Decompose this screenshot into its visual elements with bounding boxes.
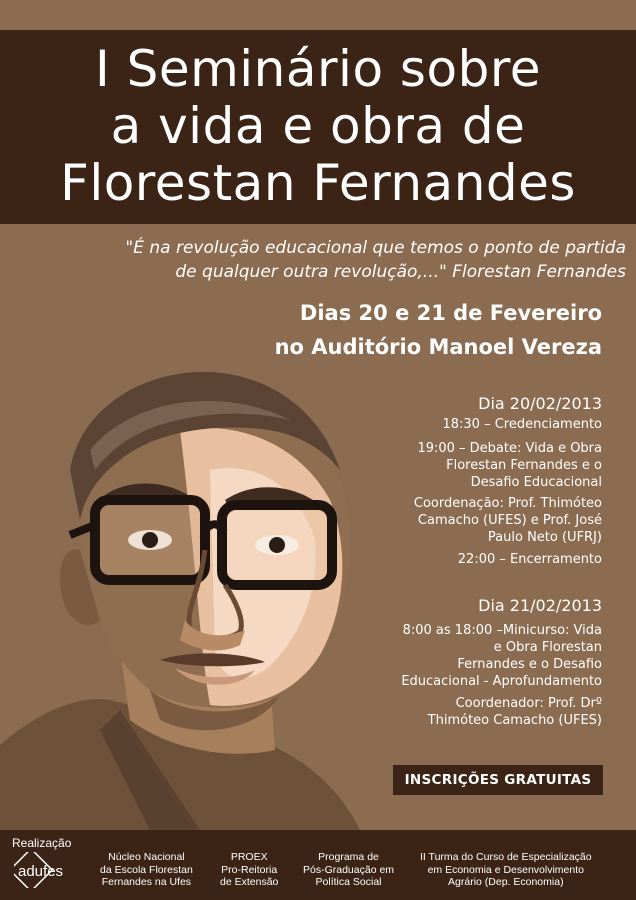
day1-item: Desafio Educacional bbox=[470, 475, 602, 490]
top-strip bbox=[0, 0, 636, 30]
title-line-3: Florestan Fernandes bbox=[60, 154, 576, 212]
event-dates: Dias 20 e 21 de Fevereiro bbox=[299, 301, 602, 325]
title-line-2: a vida e obra de bbox=[110, 97, 526, 155]
day1-item: Camacho (UFES) e Prof. José bbox=[417, 513, 602, 528]
day1-item: 18:30 – Credenciamento bbox=[442, 417, 602, 432]
org-especializacao: II Turma do Curso de Especialização em Economia e Desenvolvimento Agrário (Dep. Economia) bbox=[420, 851, 592, 888]
day1-date: Dia 20/02/2013 bbox=[478, 394, 602, 413]
day2-item: Thimóteo Camacho (UFES) bbox=[427, 713, 602, 728]
org-pos-graduacao: Programa de Pós-Graduação em Política Social bbox=[303, 851, 395, 888]
org-proex: PROEX Pro-Reitoria de Extensão bbox=[220, 851, 279, 888]
day2-item: Educacional - Aprofundamento bbox=[401, 674, 602, 689]
day2-item: Fernandes e o Desafio bbox=[457, 657, 602, 672]
day2-item: Coordenador: Prof. Drº bbox=[455, 696, 602, 711]
day2-date: Dia 21/02/2013 bbox=[478, 596, 602, 615]
day1-item: Paulo Neto (UFRJ) bbox=[487, 530, 602, 545]
free-registration-badge: INSCRIÇÕES GRATUITAS bbox=[393, 765, 603, 795]
day1-item: Florestan Fernandes e o bbox=[446, 458, 602, 473]
event-venue: no Auditório Manoel Vereza bbox=[274, 335, 602, 359]
day2-item: e Obra Florestan bbox=[493, 640, 602, 655]
day1-item: 22:00 – Encerramento bbox=[457, 552, 602, 567]
footer-label: Realização bbox=[12, 836, 72, 850]
day1-item: 19:00 – Debate: Vida e Obra bbox=[417, 441, 602, 456]
portrait-illustration bbox=[0, 350, 390, 830]
day2-item: 8:00 as 18:00 –Minicurso: Vida bbox=[402, 623, 602, 638]
quote-line-1: "É na revolução educacional que temos o ponto de partida bbox=[125, 238, 626, 258]
quote-line-2: de qualquer outra revolução,..." Florestan Fernandes bbox=[175, 262, 626, 282]
svg-text:adufes: adufes bbox=[18, 863, 64, 880]
adufes-logo bbox=[14, 852, 86, 888]
title-line-1: I Seminário sobre bbox=[94, 40, 542, 98]
day1-item: Coordenação: Prof. Thimóteo bbox=[413, 496, 602, 511]
org-nucleo: Núcleo Nacional da Escola Florestan Fernandes na Ufes bbox=[100, 851, 193, 888]
